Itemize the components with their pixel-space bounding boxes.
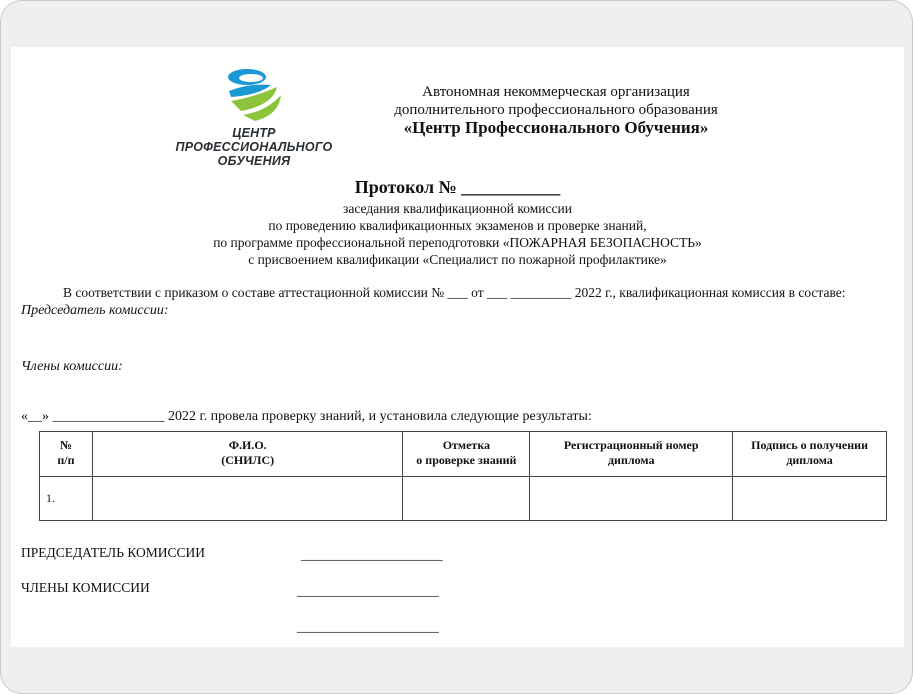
logo-text-line1: ЦЕНТР [232, 126, 276, 140]
chairman-signature-label: ПРЕДСЕДАТЕЛЬ КОМИССИИ [21, 545, 206, 560]
header-text: Отметка [442, 438, 491, 452]
document-page [11, 47, 904, 647]
col-header-reg-number [530, 432, 733, 477]
org-line-1: Автономная некоммерческая организация [422, 84, 690, 100]
members-signature-label: ЧЛЕНЫ КОМИССИИ [21, 580, 150, 595]
table-header-row [40, 432, 887, 477]
org-name: «Центр Профессионального Обучения» [403, 118, 709, 137]
cell-mark [403, 477, 530, 521]
protocol-title: Протокол № ___________ [354, 177, 561, 197]
org-line-2: дополнительного профессионального образования [394, 102, 718, 118]
header-text: п/п [57, 453, 75, 467]
header-text: Регистрационный номер [563, 438, 699, 452]
protocol-sub-line-2: по проведению квалификационных экзаменов и проверке знаний, [268, 218, 647, 233]
organization-heading [311, 83, 801, 137]
members-label: Члены комиссии: [21, 359, 123, 374]
member-signature-line-2: _____________________ [297, 619, 439, 634]
member-signature-line-1: _____________________ [297, 583, 439, 598]
header-text: о проверке знаний [416, 453, 517, 467]
cell-fio [92, 477, 403, 521]
col-header-fio [92, 432, 403, 477]
chairman-signature-line: _____________________ [301, 547, 443, 562]
chairman-label: Председатель комиссии: [21, 303, 169, 318]
header-text: диплома [607, 453, 655, 467]
protocol-sub-line-4: с присвоением квалификации «Специалист по пожарной профилактике» [248, 252, 667, 267]
header-text: № [59, 438, 72, 452]
results-table [39, 431, 887, 521]
header-text: (СНИЛС) [221, 453, 275, 467]
col-header-number [40, 432, 93, 477]
cell-signature [733, 477, 887, 521]
protocol-sub-line-1: заседания квалификационной комиссии [343, 201, 572, 216]
table-row [40, 477, 887, 521]
logo-text-line2: ПРОФЕССИОНАЛЬНОГО [175, 140, 333, 154]
protocol-sub-line-3: по программе профессиональной переподготовки «ПОЖАРНАЯ БЕЗОПАСНОСТЬ» [213, 235, 702, 250]
logo-text-line3: ОБУЧЕНИЯ [217, 154, 291, 168]
col-header-mark [403, 432, 530, 477]
protocol-subtitle [11, 200, 904, 268]
order-text: В соответствии с приказом о составе аттестационной комиссии № ___ от ___ _________ 2022 г., квалификационная комиссия в составе: [63, 285, 846, 300]
header-text: Ф.И.О. [228, 438, 267, 452]
results-text: «__» ________________ 2022 г. провела проверку знаний, и установила следующие результаты: [21, 409, 592, 424]
cell-number: 1. [40, 477, 93, 521]
cell-reg-number [530, 477, 733, 521]
col-header-signature [733, 432, 887, 477]
header-text: Подпись о получении [751, 438, 868, 452]
header-text: диплома [786, 453, 833, 467]
